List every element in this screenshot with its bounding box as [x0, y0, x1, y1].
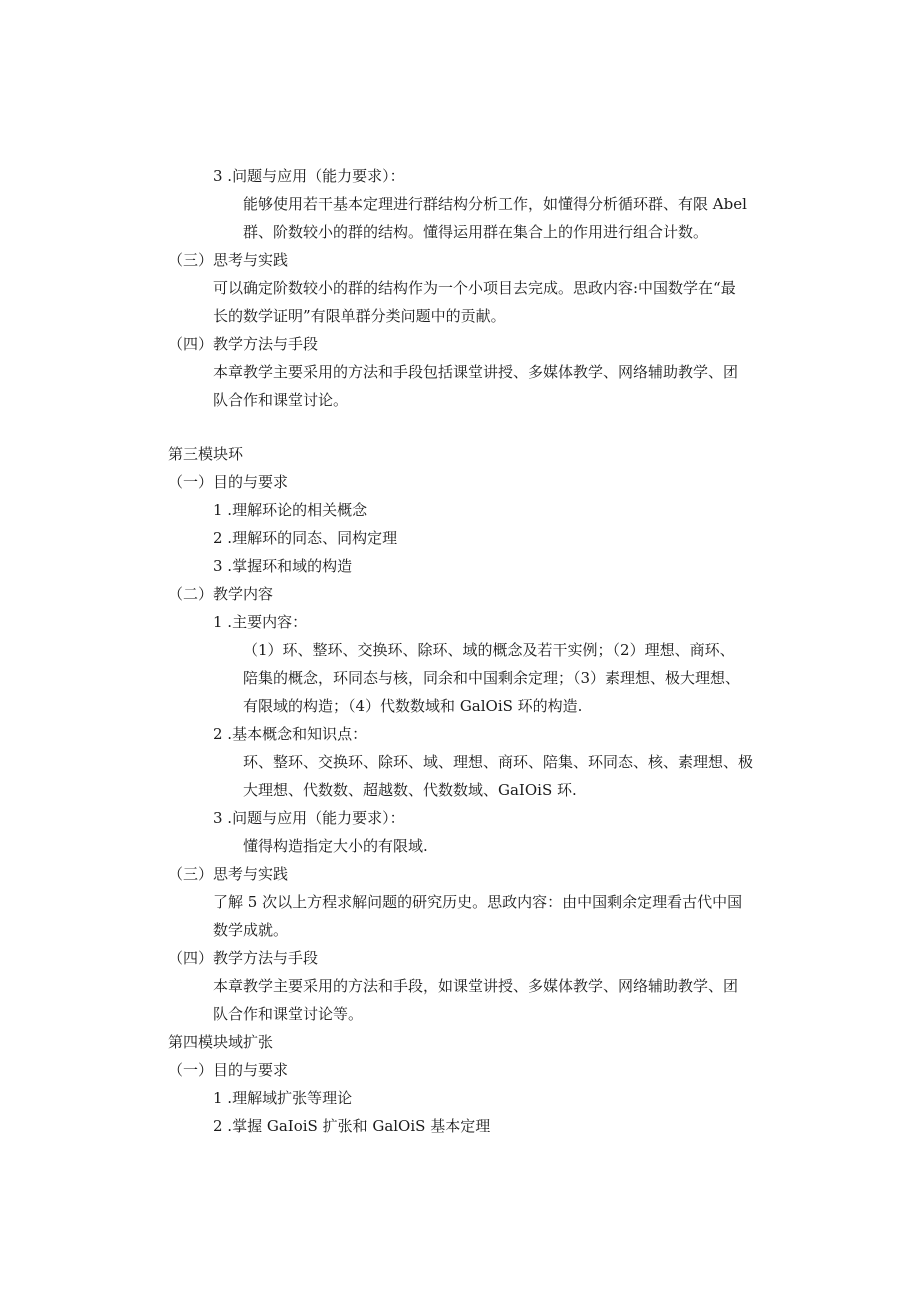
- paragraph-text: 大理想、代数数、超越数、代数数域、GaIOiS 环.: [243, 781, 577, 799]
- paragraph-text: 队合作和课堂讨论等。: [213, 1005, 364, 1023]
- item-heading: 1 .主要内容：: [213, 613, 308, 631]
- list-item: 2 .理解环的同态、同构定理: [213, 529, 398, 547]
- item-heading: 3 .问题与应用（能力要求）：: [213, 167, 405, 185]
- paragraph-text: 数学成就。: [213, 921, 289, 939]
- section-heading: （一）目的与要求: [168, 1061, 289, 1079]
- paragraph-text: 群、阶数较小的群的结构。懂得运用群在集合上的作用进行组合计数。: [243, 223, 709, 241]
- section-heading: （四）教学方法与手段: [168, 949, 319, 967]
- paragraph-text: 本章教学主要采用的方法和手段，如课堂讲授、多媒体教学、网络辅助教学、团: [213, 977, 739, 995]
- paragraph-text: 可以确定阶数较小的群的结构作为一个小项目去完成。思政内容:中国数学在“最: [213, 279, 736, 297]
- item-heading: 3 .问题与应用（能力要求）：: [213, 809, 405, 827]
- item-heading: 2 .基本概念和知识点：: [213, 725, 368, 743]
- section-heading: （四）教学方法与手段: [168, 335, 319, 353]
- paragraph-text: 能够使用若干基本定理进行群结构分析工作，如懂得分析循环群、有限 Abel: [243, 195, 747, 213]
- paragraph-text: 懂得构造指定大小的有限域.: [243, 837, 428, 855]
- module-heading: 第三模块环: [168, 445, 244, 463]
- list-item: 2 .掌握 GaIoiS 扩张和 GalOiS 基本定理: [213, 1117, 491, 1135]
- section-heading: （三）思考与实践: [168, 865, 289, 883]
- paragraph-text: 陪集的概念，环同态与核，同余和中国剩余定理；（3）素理想、极大理想、: [243, 669, 741, 687]
- section-heading: （三）思考与实践: [168, 251, 289, 269]
- paragraph-text: 本章教学主要采用的方法和手段包括课堂讲授、多媒体教学、网络辅助教学、团: [213, 363, 739, 381]
- module-heading: 第四模块域扩张: [168, 1033, 274, 1051]
- section-heading: （二）教学内容: [168, 585, 274, 603]
- list-item: 1 .理解域扩张等理论: [213, 1089, 353, 1107]
- paragraph-text: 有限域的构造；（4）代数数域和 GalOiS 环的构造.: [243, 697, 583, 715]
- paragraph-text: （1）环、整环、交换环、除环、域的概念及若干实例；（2）理想、商环、: [243, 641, 735, 659]
- paragraph-text: 长的数学证明”有限单群分类问题中的贡献。: [213, 307, 506, 325]
- section-heading: （一）目的与要求: [168, 473, 289, 491]
- list-item: 3 .掌握环和域的构造: [213, 557, 353, 575]
- paragraph-text: 了解 5 次以上方程求解问题的研究历史。思政内容：由中国剩余定理看古代中国: [213, 893, 743, 911]
- paragraph-text: 环、整环、交换环、除环、域、理想、商环、陪集、环同态、核、素理想、极: [243, 753, 754, 771]
- list-item: 1 .理解环论的相关概念: [213, 501, 368, 519]
- paragraph-text: 队合作和课堂讨论。: [213, 391, 349, 409]
